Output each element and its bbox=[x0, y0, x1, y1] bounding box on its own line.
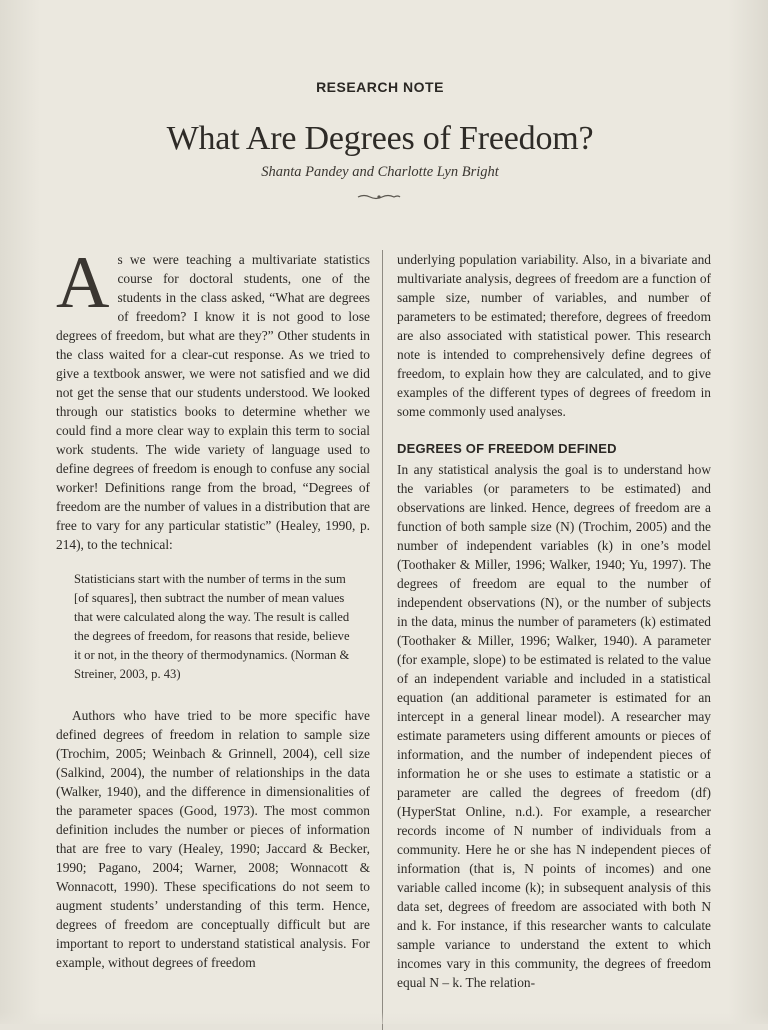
body-paragraph: underlying population variability. Also, in a bivariate and multivariate analysis, degrees of freedom are a function of sample size, number of variables, and number of parameters to be estimated; therefore, degrees of freedom are also associated with statistical power. This research note is intended to comprehensively define degrees of freedom, to explain how they are calculated, and to give examples of the different types of degrees of freedom in some commonly used analyses. bbox=[397, 252, 711, 419]
intro-paragraph bbox=[56, 242, 370, 554]
article-authors: Shanta Pandey and Charlotte Lyn Bright bbox=[261, 164, 499, 180]
drop-cap: A bbox=[56, 242, 110, 324]
right-column bbox=[397, 250, 711, 992]
section-heading: DEGREES OF FREEDOM DEFINED bbox=[397, 441, 617, 456]
block-quote: Statisticians start with the number of terms in the sum [of squares], then subtract the number of mean values that were calculated along the way. The result is called the degrees of freedom, for reasons that reside, believe it or not, in the theory of thermodynamics. (Norman & Streiner, 2003, p. 43) bbox=[74, 572, 350, 681]
ornament-divider-icon bbox=[356, 193, 402, 201]
section-label: RESEARCH NOTE bbox=[316, 79, 444, 95]
body-paragraph: In any statistical analysis the goal is to understand how the variables (or parameters to be estimated) and observations are linked. Hence, degrees of freedom are a function of both sample size (N) (Trochim, 2005) and the number of independent variables (k) in one’s model (Toothaker & Miller, 1996; Walker, 1940; Yu, 1997). The degrees of freedom are equal to the number of independent observations (N), or the number of subjects in the data, minus the number of parameters (k) estimated (Toothaker & Miller, 1996; Walker, 1940). A parameter (for example, slope) to be estimated is related to the value of an independent variable and included in a statistical equation (an additional parameter is estimated for an intercept in a general linear model). A researcher may estimate parameters using different amounts or pieces of information, and the number of independent pieces of information he or she uses to estimate a statistic or a parameter are called the degrees of freedom (df) (HyperStat Online, n.d.). For example, a researcher records income of N number of individuals from a community. Here he or she has N independent pieces of information (that is, N points of incomes) and one variable called income (k); in subsequent analysis of this data set, degrees of freedom are associated with both N and k. For instance, if this researcher wants to calculate sample variance to understand the extent to which incomes vary in this community, the degrees of freedom equal N – k. The relation- bbox=[397, 462, 711, 990]
page-bottom-fade bbox=[0, 1012, 768, 1024]
intro-text: s we were teaching a multivariate statistics course for doctoral students, one of the students in the class asked, “What are degrees of freedom? I know it is not good to lose degrees of freedom, but what are they?” Other students in the class waited for a clear-cut response. As we tried to give a textbook answer, we were not satisfied and we did not get the sense that our students understood. We looked through our statistics books to determine whether we could find a more clear way to explain this term to social work students. The wide variety of language used to define degrees of freedom is enough to confuse any social worker! Definitions range from the broad, “Degrees of freedom are the number of values in a distribution that are free to vary for any particular statistic” (Healey, 1990, p. 214), to the technical: bbox=[56, 252, 370, 552]
column-divider bbox=[382, 250, 383, 1030]
left-column bbox=[56, 242, 370, 972]
article-title: What Are Degrees of Freedom? bbox=[166, 120, 594, 157]
body-paragraph: Authors who have tried to be more specific have defined degrees of freedom in relation to sample size (Trochim, 2005; Weinbach & Grinnell, 2004), cell size (Salkind, 2004), the number of relationships in the data (Walker, 1940), and the difference in dimensionalities of the parameter spaces (Good, 1973). The most common definition includes the number or pieces of information that are free to vary (Healey, 1990; Jaccard & Becker, 1990; Pagano, 2004; Warner, 2008; Wonnacott & Wonnacott, 1990). These specifications do not seem to augment students’ understanding of this term. Hence, degrees of freedom are conceptually difficult but are important to report to understand statistical analysis. For example, without degrees of freedom bbox=[56, 708, 370, 970]
